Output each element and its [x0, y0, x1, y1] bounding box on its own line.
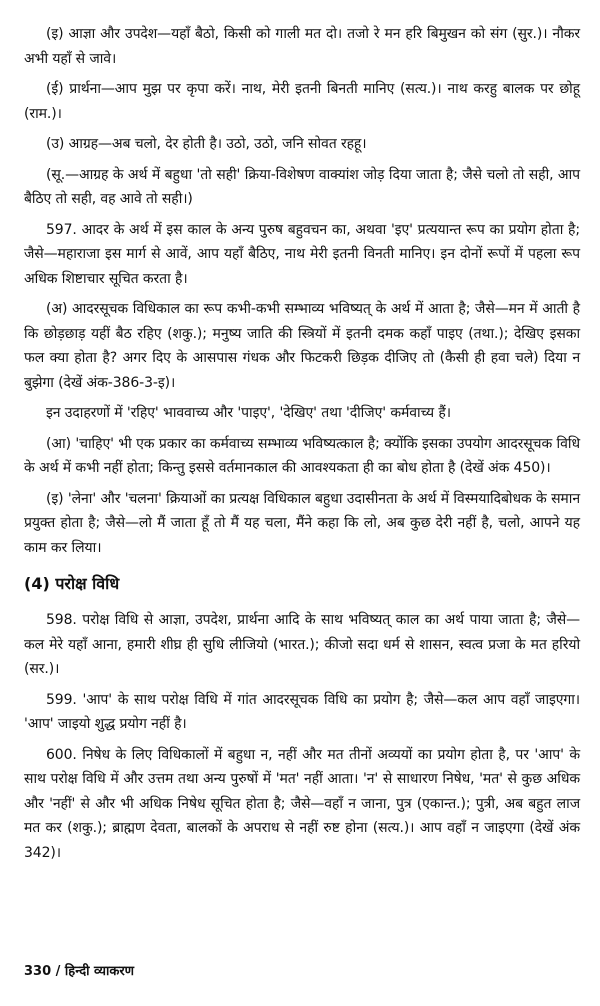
paragraph-597-aa: (आ) 'चाहिए' भी एक प्रकार का कर्मवाच्य सम्भाव्य भविष्यत्काल है; क्योंकि इसका उपयोग आदरसूचक विधि के अर्थ में कभी नहीं होता; किन्तु इससे वर्तमानकाल की आवश्यकता ही का बोध होता है (देखें अंक 450)। — [24, 435, 580, 476]
paragraph-600: 600. निषेध के लिए विधिकालों में बहुधा न, नहीं और मत तीनों अव्ययों का प्रयोग होता है, पर 'आप' के साथ परोक्ष विधि में और उत्तम तथा अन्य पुरुषों में 'मत' नहीं आता। 'न' से साधारण निषेध, 'मत' से कुछ अधिक और 'नहीं' से और भी अधिक निषेध सूचित होता है; जैसे—वहाँ न जाना, पुत्र (एकान्त.); पुत्री, अब बहुत लाज मत कर (शकु.); ब्राह्मण देवता, बालकों के अपराध से नहीं रुष्ट होना (सत्य.)। आप वहाँ न जाइएगा (देखें अंक 342)। — [24, 746, 580, 861]
paragraph-599: 599. 'आप' के साथ परोक्ष विधि में गांत आदरसूचक विधि का प्रयोग है; जैसे—कल आप वहाँ जाइएगा। 'आप' जाइयो शुद्ध प्रयोग नहीं है। — [24, 691, 580, 732]
paragraph-suchna-note: (सू.—आग्रह के अर्थ में बहुधा 'तो सही' क्रिया-विशेषण वाक्यांश जोड़ दिया जाता है; जैसे चलो तो सही, आप बैठिए तो सही, वह आवे तो सही।) — [24, 166, 580, 207]
paragraph-examples-note: इन उदाहरणों में 'रहिए' भाववाच्य और 'पाइए', 'देखिए' तथा 'दीजिए' कर्मवाच्य हैं। — [46, 405, 451, 421]
paragraph-597: 597. आदर के अर्थ में इस काल के अन्य पुरुष बहुवचन का, अथवा 'इए' प्रत्ययान्त रूप का प्रयोग होता है; जैसे—महाराजा इस मार्ग से आवें, आप यहाँ बैठिए, नाथ मेरी इतनी विनती मानिए। इन दोनों रूपों में पहला रूप अधिक शिष्टाचार सूचित करता है। — [24, 221, 580, 287]
paragraph-598: 598. परोक्ष विधि से आज्ञा, उपदेश, प्रार्थना आदि के साथ भविष्यत् काल का अर्थ पाया जाता है; जैसे—कल मेरे यहाँ आना, हमारी शीघ्र ही सुधि लीजियो (भारत.); कीजो सदा धर्म से शासन, स्वत्व प्रजा के मत हरियो (सर.)। — [24, 612, 580, 677]
paragraph-agrah: (उ) आग्रह—अब चलो, देर होती है। उठो, उठो, जनि सोवत रहहू। — [46, 136, 367, 152]
paragraph-agya-updesh: (इ) आज्ञा और उपदेश—यहाँ बैठो, किसी को गाली मत दो। तजो रे मन हरि बिमुखन को संग (सुर.)। नौकर अभी यहाँ से जावे। — [24, 26, 580, 67]
paragraph-597-i: (इ) 'लेना' और 'चलना' क्रियाओं का प्रत्यक्ष विधिकाल बहुधा उदासीनता के अर्थ में विस्मयादिबोधक के समान प्रयुक्त होता है; जैसे—लो मैं जाता हूँ तो मैं यह चला, मैंने कहा कि लो, अब कुछ देरी नहीं है, चलो, आपने यह काम कर लिया। — [24, 490, 580, 556]
page-footer: 330 / हिन्दी व्याकरण — [24, 964, 135, 979]
paragraph-597-a: (अ) आदरसूचक विधिकाल का रूप कभी-कभी सम्भाव्य भविष्यत् के अर्थ में आता है; जैसे—मन में आती है कि छोड़छाड़ यहीं बैठ रहिए (शकु.); मनुष्य जाति की स्त्रियों में इतनी दमक कहाँ पाइए (तथा.); देखिए इसका फल क्या होता है? अगर दिए के आसपास गंधक और फिटकरी छिड़क दीजिए तो (कैसी ही हवा चले) दिया न बुझेगा (देखें अंक-386-3-इ)। — [24, 301, 580, 391]
paragraph-prarthana: (ई) प्रार्थना—आप मुझ पर कृपा करें। नाथ, मेरी इतनी बिनती मानिए (सत्य.)। नाथ करहु बालक पर छोहू (राम.)। — [24, 81, 580, 122]
section-heading: (4) परोक्ष विधि — [24, 574, 120, 593]
